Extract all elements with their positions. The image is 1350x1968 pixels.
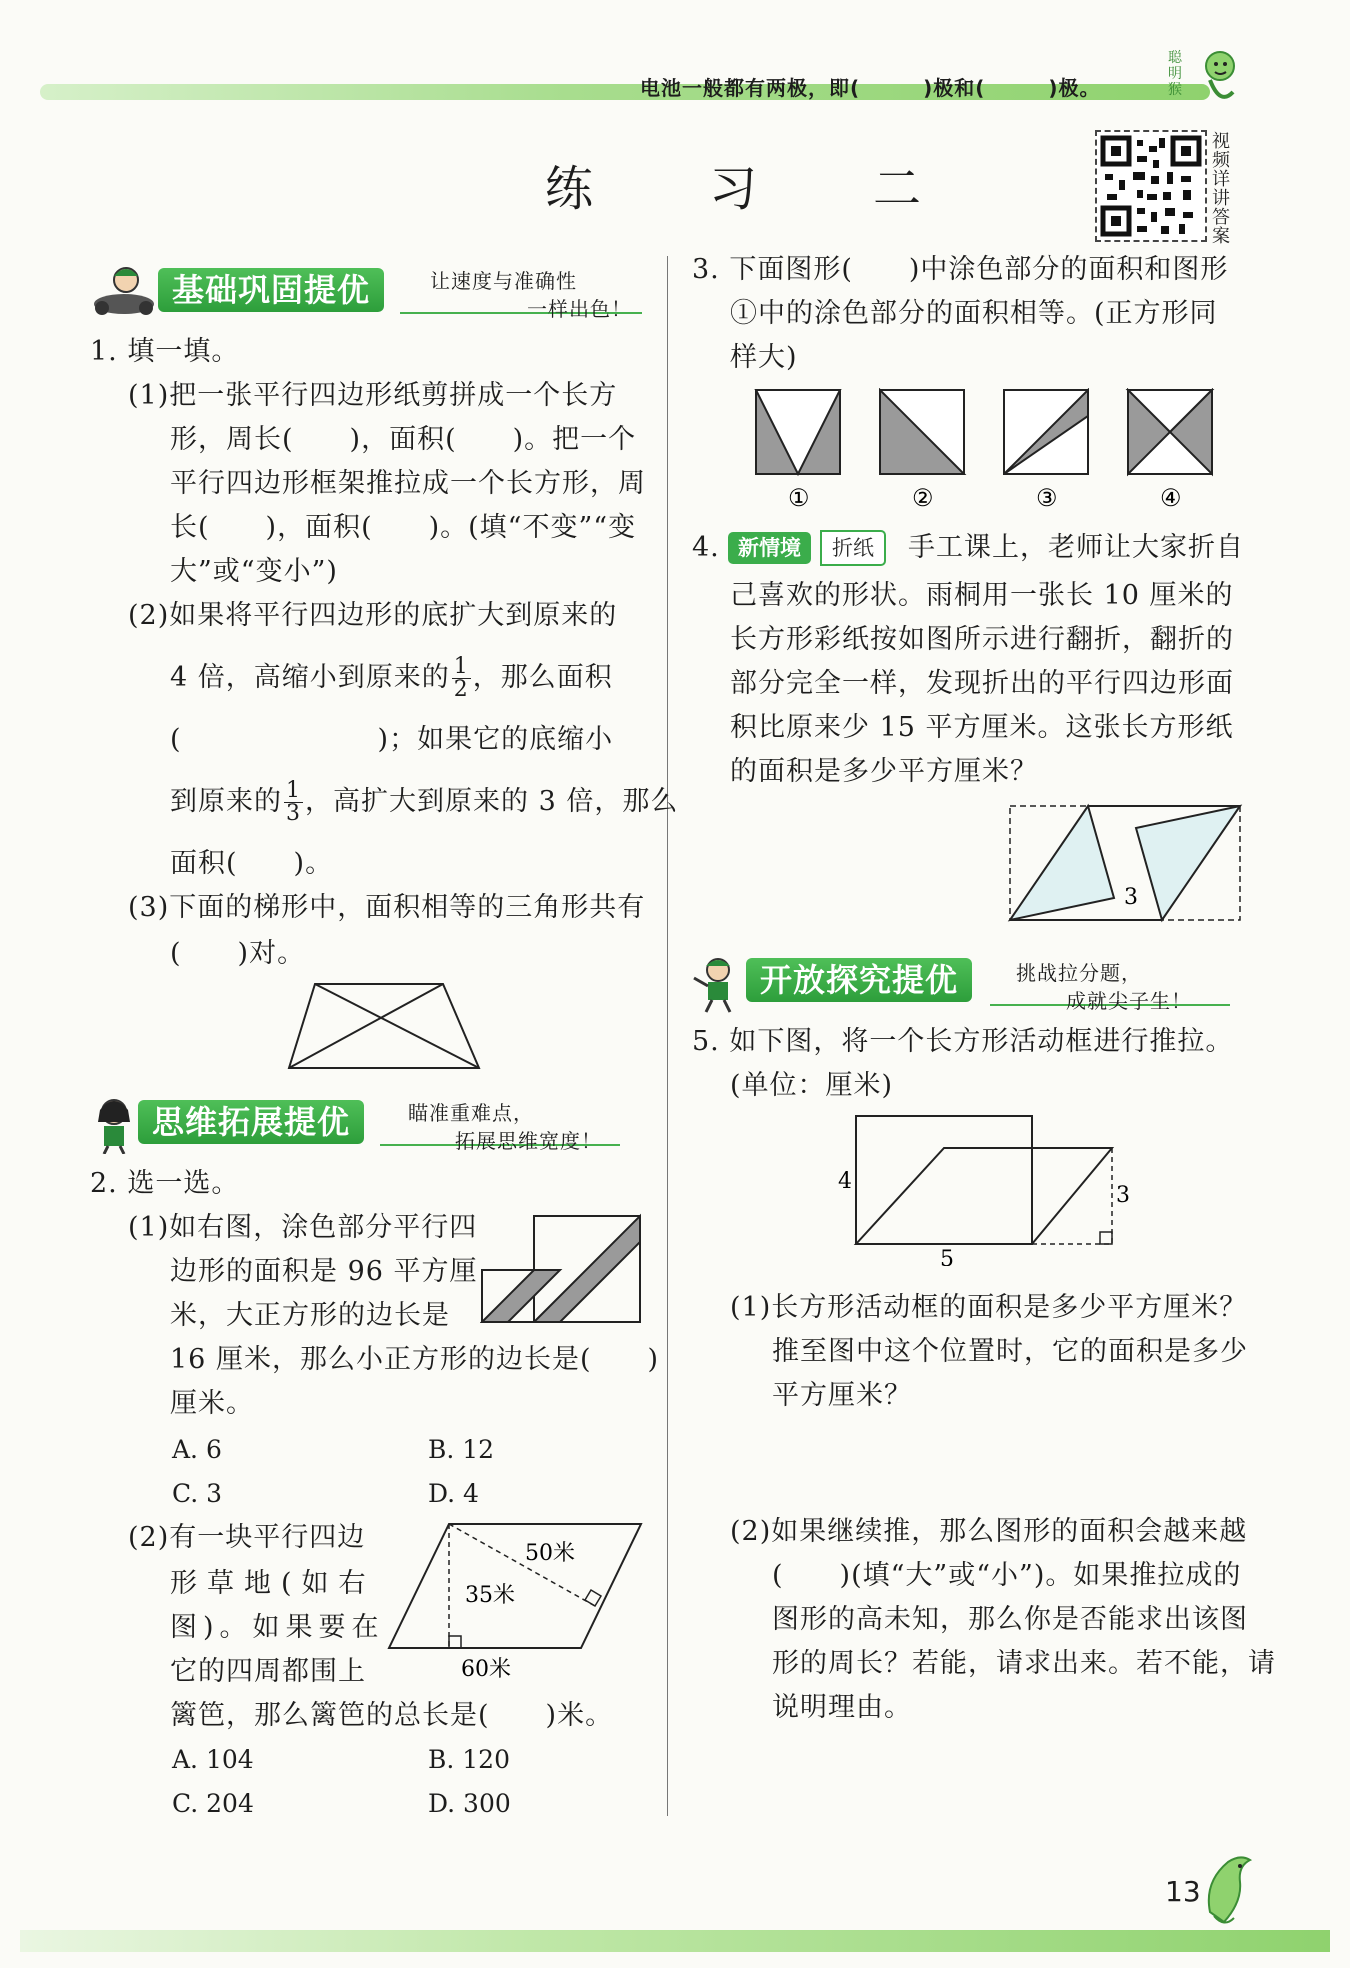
fraction-half: [452, 656, 471, 701]
label-height: 35米: [465, 1583, 515, 1608]
fold-label: 3: [1124, 885, 1138, 910]
sliding-frame-figure: [836, 1108, 1136, 1266]
q4-line1: 手工课上，老师让大家折自: [908, 532, 1244, 563]
new-context-tag: 新情境: [728, 532, 811, 564]
q2-p2-option-c[interactable]: C. 204: [172, 1789, 254, 1818]
q2-p2-option-b[interactable]: B. 120: [428, 1745, 510, 1774]
q3-line1: 3. 下面图形( )中涂色部分的面积和图形: [692, 254, 1229, 285]
q2-p1-option-b[interactable]: B. 12: [428, 1435, 495, 1464]
q1-p2-line4: [170, 780, 678, 825]
q2-p1-option-c[interactable]: C. 3: [172, 1479, 223, 1508]
q5-p2-line2: ( )(填“大”或“小”)。如果推拉成的: [772, 1560, 1242, 1591]
folded-paper-figure: [1006, 802, 1244, 924]
q1-p2-line4-a: 到原来的: [170, 786, 282, 817]
girl-mascot-icon: [90, 1094, 138, 1154]
q5-p2-line4: 形的周长？若能，请求出来。若不能，请: [772, 1648, 1276, 1679]
q2-p1-line1: (1)如右图，涂色部分平行四: [128, 1212, 478, 1243]
q4-number: 4.: [692, 532, 720, 563]
column-divider: [667, 256, 668, 1816]
fig-label-4: ④: [1160, 484, 1182, 512]
q4-line4: 部分完全一样，发现折出的平行四边形面: [730, 668, 1234, 699]
q5-p1-line2: 推至图中这个位置时，它的面积是多少: [772, 1336, 1248, 1367]
section-badge-basic: 基础巩固提优: [158, 268, 384, 312]
label-base: 60米: [461, 1657, 511, 1678]
q2-heading: 2. 选一选。: [90, 1168, 240, 1199]
q4-line3: 长方形彩纸按如图所示进行翻折，翻折的: [730, 624, 1234, 655]
boy-mascot-icon: [88, 262, 158, 318]
section-note-line1: 挑战拉分题，: [1016, 961, 1142, 985]
q2-p1-option-d[interactable]: D. 4: [428, 1479, 479, 1508]
q5-p2-line3: 图形的高未知，那么你是否能求出该图: [772, 1604, 1248, 1635]
q1-p3-line1: (3)下面的梯形中，面积相等的三角形共有: [128, 892, 646, 923]
q1-heading: 1. 填一填。: [90, 336, 240, 367]
section-note-line1: 让速度与准确性: [430, 269, 577, 293]
frac-num: 1: [453, 654, 469, 679]
monkey-mascot-icon: [1185, 46, 1240, 108]
q5-line2: (单位：厘米): [730, 1070, 894, 1101]
q2-p2-line4: 它的四周都围上: [170, 1656, 366, 1687]
q1-p2-line4-b: ，高扩大到原来的 3 倍，那么: [305, 786, 679, 817]
q1-p1-line2: 形，周长( )，面积( )。把一个: [170, 424, 637, 455]
frac-num: 1: [286, 778, 301, 803]
q1-p2-line3: ( )；如果它的底缩小: [170, 724, 614, 755]
q5-p1-line3: 平方厘米？: [772, 1380, 912, 1411]
q4-line5: 积比原来少 15 平方厘米。这张长方形纸: [730, 712, 1234, 743]
label-left: 4: [838, 1169, 852, 1194]
section-note-line2: 一样出色！: [527, 297, 632, 321]
q1-p1-line5: 大”或“变小”): [170, 556, 338, 587]
origami-tag: 折纸: [820, 530, 886, 566]
q1-p3-line2: ( )对。: [170, 938, 306, 969]
fig-label-3: ③: [1036, 484, 1058, 512]
page-number: 13: [1165, 1875, 1201, 1908]
q5-line1: 5. 如下图，将一个长方形活动框进行推拉。: [692, 1026, 1234, 1057]
section-badge-thinking: 思维拓展提优: [138, 1100, 364, 1144]
footer-bar: [20, 1930, 1330, 1952]
q1-p2-line2: [170, 656, 613, 701]
q1-p2-line2-b: ，那么面积: [472, 662, 613, 693]
fig-label-1: ①: [788, 484, 810, 512]
kid-mascot-icon: [690, 954, 746, 1014]
frac-den: 3: [286, 801, 301, 826]
mascot-label: 聪明猴: [1168, 50, 1182, 98]
q5-p1-line1: (1)长方形活动框的面积是多少平方厘米？: [730, 1292, 1248, 1323]
q2-p1-line4: 16 厘米，那么小正方形的边长是( ): [170, 1344, 660, 1375]
q4-line6: 的面积是多少平方厘米？: [730, 756, 1038, 787]
q2-p2-option-a[interactable]: A. 104: [172, 1745, 254, 1774]
q2-p2-line1: (2)有一块平行四边: [128, 1522, 366, 1553]
q2-p2-line3: 图)。如果要在: [170, 1612, 385, 1643]
label-right: 3: [1116, 1183, 1130, 1208]
section-note-line2: 成就尖子生！: [1066, 989, 1192, 1013]
q2-p1-line3: 米，大正方形的边长是: [170, 1300, 450, 1331]
q3-squares-figures: [752, 388, 1242, 514]
q2-p2-option-d[interactable]: D. 300: [428, 1789, 511, 1818]
section-note-line1: 瞄准重难点，: [408, 1101, 534, 1125]
q3-line3: 样大): [730, 342, 798, 373]
section-note-line2: 拓展思维宽度！: [455, 1129, 602, 1153]
q1-p1-line3: 平行四边形框架推拉成一个长方形，周: [170, 468, 646, 499]
dolphin-icon: [1200, 1852, 1260, 1928]
label-bottom: 5: [940, 1247, 954, 1266]
qr-code-icon[interactable]: [1095, 130, 1207, 242]
q1-p1-line1: (1)把一张平行四边形纸剪拼成一个长方: [128, 380, 618, 411]
q1-p2-line1: (2)如果将平行四边形的底扩大到原来的: [128, 600, 618, 631]
section-badge-open: 开放探究提优: [746, 958, 972, 1002]
frac-den: 2: [453, 677, 469, 702]
trapezoid-figure: [285, 980, 485, 1072]
q2-p1-line2: 边形的面积是 96 平方厘: [170, 1256, 478, 1287]
parallelogram-grass-figure: [385, 1518, 645, 1678]
q5-p2-line5: 说明理由。: [772, 1692, 912, 1723]
header-question: 电池一般都有两极，即( )极和( )极。: [640, 76, 1101, 100]
label-slant: 50米: [525, 1541, 575, 1566]
q2-p1-option-a[interactable]: A. 6: [172, 1435, 222, 1464]
q1-p2-line2-a: 4 倍，高缩小到原来的: [170, 662, 450, 693]
q1-p2-line5: 面积( )。: [170, 848, 334, 879]
q4-line2: 己喜欢的形状。雨桐用一张长 10 厘米的: [730, 580, 1234, 611]
q2-p2-line5: 篱笆，那么篱笆的总长是( )米。: [170, 1700, 614, 1731]
page-title: 练 习 二: [545, 161, 956, 217]
fraction-third: [284, 780, 303, 825]
qr-label: 视频详讲答案: [1212, 131, 1230, 247]
q2-p1-line5: 厘米。: [170, 1388, 254, 1419]
q2-p2-line2: 形草地(如右: [170, 1568, 376, 1599]
q3-line2: ①中的涂色部分的面积相等。(正方形同: [730, 298, 1218, 329]
fig-label-2: ②: [912, 484, 934, 512]
q1-p1-line4: 长( )，面积( )。(填“不变”“变: [170, 512, 637, 543]
squares-figure: [480, 1212, 644, 1324]
q5-p2-line1: (2)如果继续推，那么图形的面积会越来越: [730, 1516, 1248, 1547]
